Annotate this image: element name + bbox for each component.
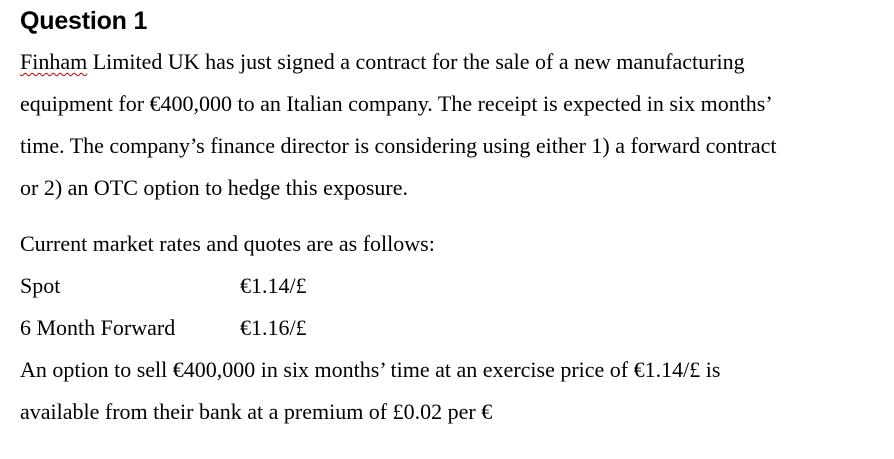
rate-label: Spot	[20, 273, 61, 298]
rate-row-forward	[20, 307, 886, 349]
intro-paragraph	[20, 41, 886, 209]
rates-intro: Current market rates and quotes are as follows:	[20, 231, 435, 256]
question-heading: Question 1	[20, 7, 148, 35]
intro-line-1	[20, 41, 886, 83]
question-document	[20, 0, 886, 433]
rate-value: €1.14/£	[240, 273, 307, 298]
rate-label: 6 Month Forward	[20, 315, 176, 340]
intro-line-1-text: Limited UK has just signed a contract for the sale of a new manufacturing	[87, 49, 745, 74]
rate-row-spot	[20, 265, 886, 307]
option-line-2: available from their bank at a premium of £0.02 per €	[20, 399, 493, 424]
intro-line-4: or 2) an OTC option to hedge this exposure.	[20, 175, 408, 200]
company-name-spellcheck: Finham	[20, 49, 88, 74]
intro-line-2: equipment for €400,000 to an Italian company. The receipt is expected in six months’	[20, 91, 773, 116]
option-line-1: An option to sell €400,000 in six months’ time at an exercise price of €1.14/£ is	[20, 357, 721, 382]
rates-section	[20, 223, 886, 433]
rate-value: €1.16/£	[240, 315, 307, 340]
intro-line-3: time. The company’s finance director is considering using either 1) a forward contract	[20, 133, 777, 158]
